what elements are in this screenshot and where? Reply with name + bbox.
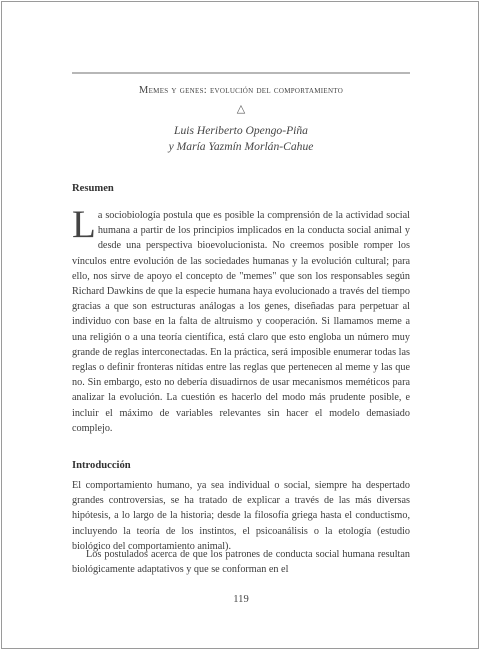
introduction-paragraph-1: El comportamiento humano, ya sea individual o social, siempre ha despertado grandes controversias, se ha tratado de explicar a través de las más diversas hipótesis, a lo largo de la historia; desde la filosofía griega hasta el conductismo, incluyendo la teoría de los instintos, el psicoanálisis o la etología (estudio biológico del comportamiento animal).: [72, 480, 410, 552]
introduction-heading: Introducción: [72, 460, 131, 471]
abstract-text: a sociobiología postula que es posible la comprensión de la actividad social humana a partir de los principios implicados en la conducta social animal y desde una perspectiva bioevolucionista. No creemos posible romper los vínculos entre evolución de las sociedades humanas y la evolución cultural; para ello, nos sirve de apoyo el concepto de "memes" que son los responsables según Richard Dawkins de que la especie humana haya evolucionado a través del tiempo gracias a que son estructuras análogas a los genes, diseñadas para perpetuar al individuo con base en la falta de altruismo y cooperación. Si llamamos meme a una religión o a una teoría científica, está claro que esto engloba un número muy grande de reglas interconectadas. En la práctica, será imposible enumerar todas las reglas o definir fronteras nítidas entre las reglas que pertenecen al meme y las que no. Sin embargo, esto no debería disuadirnos de usar mecanismos meméticos para analizar la evolución. La cuestión es hacerlo del modo más prudente posible, e incluir el máximo de variables relevantes sin hacer el modelo demasiado complejo.: [72, 210, 410, 434]
page-number: 119: [233, 594, 249, 605]
author-line-1: Luis Heriberto Opengo-Piña: [174, 124, 308, 137]
abstract-paragraph: [72, 203, 410, 436]
author-block: [72, 123, 410, 155]
abstract-heading: Resumen: [72, 183, 114, 194]
introduction-paragraph-2: Los postulados acerca de que los patrones de conducta social humana resultan biológicamente adaptativos y que se conforman en el: [72, 549, 410, 576]
triangle-icon: △: [236, 103, 246, 115]
header-rule: [72, 72, 410, 74]
abstract-dropcap: L: [72, 203, 96, 246]
article-title: Memes y genes: evolución del comportamiento: [138, 85, 344, 96]
author-line-2: y María Yazmín Morlán-Cahue: [168, 140, 314, 153]
